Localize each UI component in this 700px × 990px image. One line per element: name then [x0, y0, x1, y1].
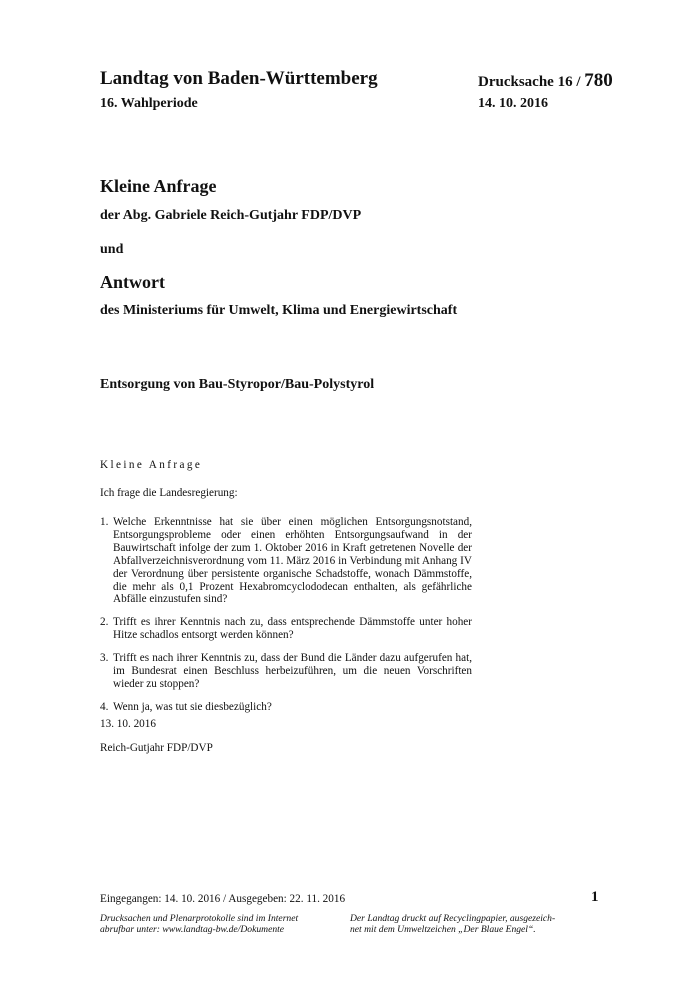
drucksache-number: 780: [584, 70, 613, 91]
question-item: [100, 616, 472, 642]
drucksache-prefix: Drucksache 16: [478, 74, 573, 90]
parliament-name: Landtag von Baden-Württemberg: [100, 68, 378, 89]
kleine-anfrage-heading: Kleine Anfrage: [100, 176, 217, 196]
footer-note-right: [350, 913, 555, 936]
antwort-heading: Antwort: [100, 272, 165, 292]
drucksache-separator: /: [572, 74, 585, 90]
question-text: Trifft es nach ihrer Kenntnis zu, dass der Bund die Länder dazu aufgerufen hat, im Bundesrat einen Beschluss herbeizuführen, um die neuen Vorschriften wieder zu stoppen?: [113, 652, 472, 690]
ministry-line: des Ministeriums für Umwelt, Klima und Energiewirtschaft: [100, 303, 458, 318]
footer-note-left-line: abrufbar unter: www.landtag-bw.de/Dokumente: [100, 924, 285, 936]
question-text: Welche Erkenntnisse hat sie über einen möglichen Entsorgungsnotstand, Entsorgungsprobleme oder einen erhöhten Entsorgungsaufwand in der Bauwirtschaft infolge der zum 1. Oktober 2016 in Kraft getretenen Novelle der Abfallverzeichnisverordnung vom 11. März 2016 in Verbindung mit Anhang IV der Verordnung über persistente organische Schadstoffe, wonach Dämmstoffe, die mehr als 0,1 Prozent Hexabromcyclododecan enthalten, als gefährliche Abfälle einzustufen sind?: [113, 516, 472, 606]
page-number: 1: [591, 889, 599, 905]
footer-note-right-line: net mit dem Umweltzeichen „Der Blaue Engel“.: [350, 924, 536, 936]
question-text: Trifft es ihrer Kenntnis nach zu, dass entsprechende Dämmstoffe unter hoher Hitze schadlos entsorgt werden können?: [113, 616, 472, 642]
section-label: Kleine Anfrage: [100, 459, 203, 471]
question-item: [100, 516, 472, 606]
question-number: 3.: [100, 652, 109, 665]
signature-name: Reich-Gutjahr FDP/DVP: [100, 742, 213, 754]
question-number: 2.: [100, 616, 109, 629]
und-label: und: [100, 242, 124, 257]
question-item: [100, 701, 472, 714]
subject-line: Entsorgung von Bau-Styropor/Bau-Polystyrol: [100, 377, 375, 392]
intro-text: Ich frage die Landesregierung:: [100, 487, 238, 499]
footer-note-right-line: Der Landtag druckt auf Recyclingpapier, ausgezeich-: [350, 913, 556, 924]
question-number: 1.: [100, 516, 109, 528]
signature-date: 13. 10. 2016: [100, 718, 156, 730]
drucksache-label: [478, 70, 613, 92]
election-period: 16. Wahlperiode: [100, 96, 198, 111]
footer-note-left-line: Drucksachen und Plenarprotokolle sind im Internet: [100, 913, 299, 924]
question-list: [100, 516, 472, 724]
question-item: [100, 652, 472, 691]
author-line: der Abg. Gabriele Reich-Gutjahr FDP/DVP: [100, 208, 362, 223]
footer-note-left: [100, 913, 298, 936]
footer-dates: Eingegangen: 14. 10. 2016 / Ausgegeben: 22. 11. 2016: [100, 893, 346, 905]
question-number: 4.: [100, 700, 109, 713]
question-text: Wenn ja, was tut sie diesbezüglich?: [113, 700, 272, 713]
document-date: 14. 10. 2016: [478, 96, 548, 111]
